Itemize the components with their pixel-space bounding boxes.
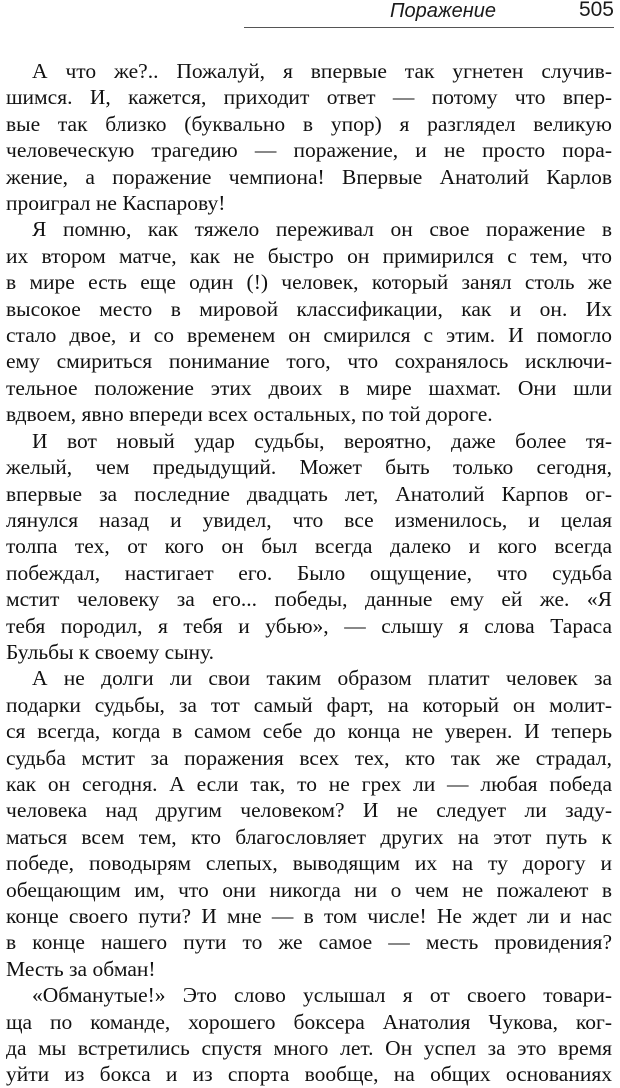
text-line: ся всегда, когда в самом себе до конца не уверен. И теперь	[6, 719, 612, 744]
text-line: мстит человеку за его... победы, данные ему ей же. «Я	[6, 587, 612, 612]
text-line: подарки судьбы, за тот самый фарт, на который он молит-	[6, 692, 612, 717]
paragraph	[6, 216, 612, 427]
text-line: Я помню, как тяжело переживал он свое поражение в	[32, 217, 612, 242]
text-line: А не долги ли свои таким образом платит человек за	[32, 666, 612, 691]
text-line: ща по команде, хорошего боксера Анатолия Чукова, ког-	[6, 1009, 612, 1034]
text-line: человеческую трагедию — поражение, и не просто пора-	[6, 138, 612, 163]
text-line: «Обманутые!» Это слово услышал я от своего товари-	[32, 983, 612, 1008]
page-header	[244, 0, 614, 30]
text-line: в конце нашего пути то же самое — месть провидения?	[6, 930, 612, 955]
header-rule	[244, 27, 614, 28]
text-line: проиграл не Каспарову!	[6, 191, 226, 216]
text-line: да мы встретились спустя много лет. Он успел за это время	[6, 1036, 612, 1061]
text-line: вые так близко (буквально в упор) я разглядел великую	[6, 111, 612, 136]
body-text	[6, 58, 612, 1088]
text-line: толпа тех, от кого он был всегда далеко и кого всегда	[6, 534, 612, 559]
text-line: победе, поводырям слепых, выводящим их на ту дорогу и	[6, 851, 612, 876]
text-line: лянулся назад и увидел, что все изменилось, и целая	[6, 507, 612, 532]
text-line: Бульбы к своему сыну.	[6, 639, 215, 664]
paragraph	[6, 428, 612, 666]
text-line: желый, чем предыдущий. Может быть только сегодня,	[6, 455, 612, 480]
text-line: стало двое, и со временем он смирился с этим. И помогло	[6, 323, 612, 348]
running-title: Поражение	[390, 0, 496, 22]
text-line: А что же?.. Пожалуй, я впервые так угнетен случив-	[32, 59, 612, 83]
paragraph	[6, 58, 612, 216]
text-line: побеждал, настигает его. Было ощущение, что судьба	[6, 560, 612, 585]
text-line: конце своего пути? И мне — в том числе! Не ждет ли и нас	[6, 904, 612, 928]
text-line: в мире есть еще один (!) человек, который занял столь же	[6, 270, 612, 295]
text-line: впервые за последние двадцать лет, Анатолий Карпов ог-	[6, 481, 612, 506]
text-line: вдвоем, явно впереди всех остальных, по той дороге.	[6, 402, 493, 427]
text-line: человека над другим человеком? И не следует ли заду-	[6, 798, 612, 823]
text-line: как он сегодня. А если так, то не грех ли — любая победа	[6, 771, 612, 796]
text-line: И вот новый удар судьбы, вероятно, даже более тя-	[32, 428, 612, 453]
text-line: уйти из бокса и из спорта вообще, на общих основаниях	[6, 1062, 612, 1087]
text-line: тельное положение этих двоих в мире шахмат. Они шли	[6, 375, 612, 400]
text-line: обещающим им, что они никогда ни о чем не пожалеют в	[6, 877, 612, 902]
text-line: Месть за обман!	[6, 956, 156, 981]
text-line: тебя породил, я тебя и убью», — слышу я слова Тараса	[6, 613, 612, 638]
text-line: высокое место в мировой классификации, как и он. Их	[6, 296, 612, 321]
page-number: 505	[578, 0, 614, 21]
text-line: судьба мстит за поражения всех тех, кто так же страдал,	[6, 745, 612, 770]
text-line: ему смириться понимание того, что сохранялось исключи-	[6, 349, 612, 374]
text-line: шимся. И, кажется, приходит ответ — потому что впер-	[6, 85, 612, 110]
text-line: их втором матче, как не быстро он примирился с тем, что	[6, 243, 612, 268]
paragraph	[6, 665, 612, 982]
paragraph	[6, 982, 612, 1088]
text-line: жение, а поражение чемпиона! Впервые Анатолий Карлов	[6, 164, 612, 189]
text-line: маться всем тем, кто благословляет других на этот путь к	[6, 824, 612, 849]
